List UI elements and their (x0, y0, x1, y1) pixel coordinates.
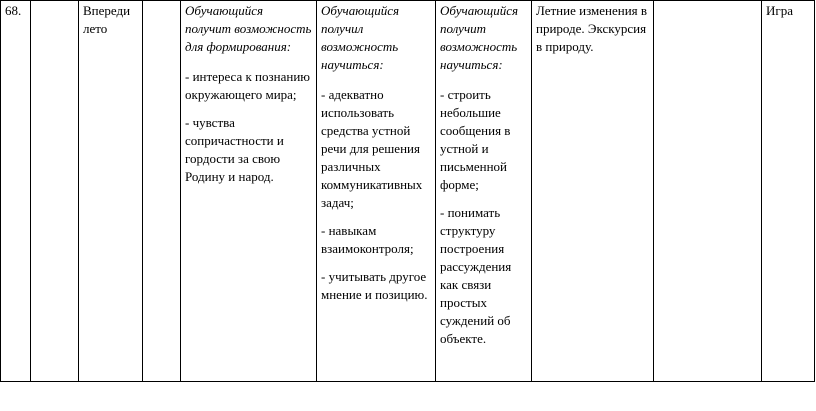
communicative-result-item: - учитывать другое мнение и позицию. (321, 269, 428, 302)
empty-cell (654, 1, 762, 382)
personal-result-item: - интереса к познанию окружающего мира; (185, 69, 310, 102)
empty-cell (143, 1, 181, 382)
communicative-results-cell (317, 1, 436, 382)
communicative-results-heading: Обучающийся получил возможность научиться: (321, 3, 400, 72)
cognitive-results-heading: Обучающийся получит возможность научиться: (440, 3, 519, 72)
content-cell (532, 1, 654, 382)
personal-result-item: - чувства сопричастности и гордости за свою Родину и народ. (185, 115, 284, 184)
activity-form-text: Игра (766, 3, 793, 18)
topic-cell (79, 1, 143, 382)
activity-form-cell (762, 1, 815, 382)
lesson-number: 68. (5, 3, 22, 18)
cognitive-result-item: - понимать структуру построения рассуждения как связи простых суждений об объекте. (440, 205, 512, 346)
personal-results-heading: Обучающийся получит возможность для формирования: (185, 3, 312, 54)
table-row (1, 1, 815, 382)
personal-results-cell (181, 1, 317, 382)
content-text: Летние изменения в природе. Экскурсия в природу. (536, 3, 648, 54)
empty-cell (31, 1, 79, 382)
cognitive-result-item: - строить небольшие сообщения в устной и письменной форме; (440, 87, 511, 192)
lesson-topic: Впереди лето (83, 3, 131, 36)
cognitive-results-cell (436, 1, 532, 382)
communicative-result-item: - адекватно использовать средства устной речи для решения различных коммуникативных задач; (321, 87, 423, 210)
communicative-result-item: - навыкам взаимоконтроля; (321, 223, 414, 256)
lesson-number-cell (1, 1, 31, 382)
